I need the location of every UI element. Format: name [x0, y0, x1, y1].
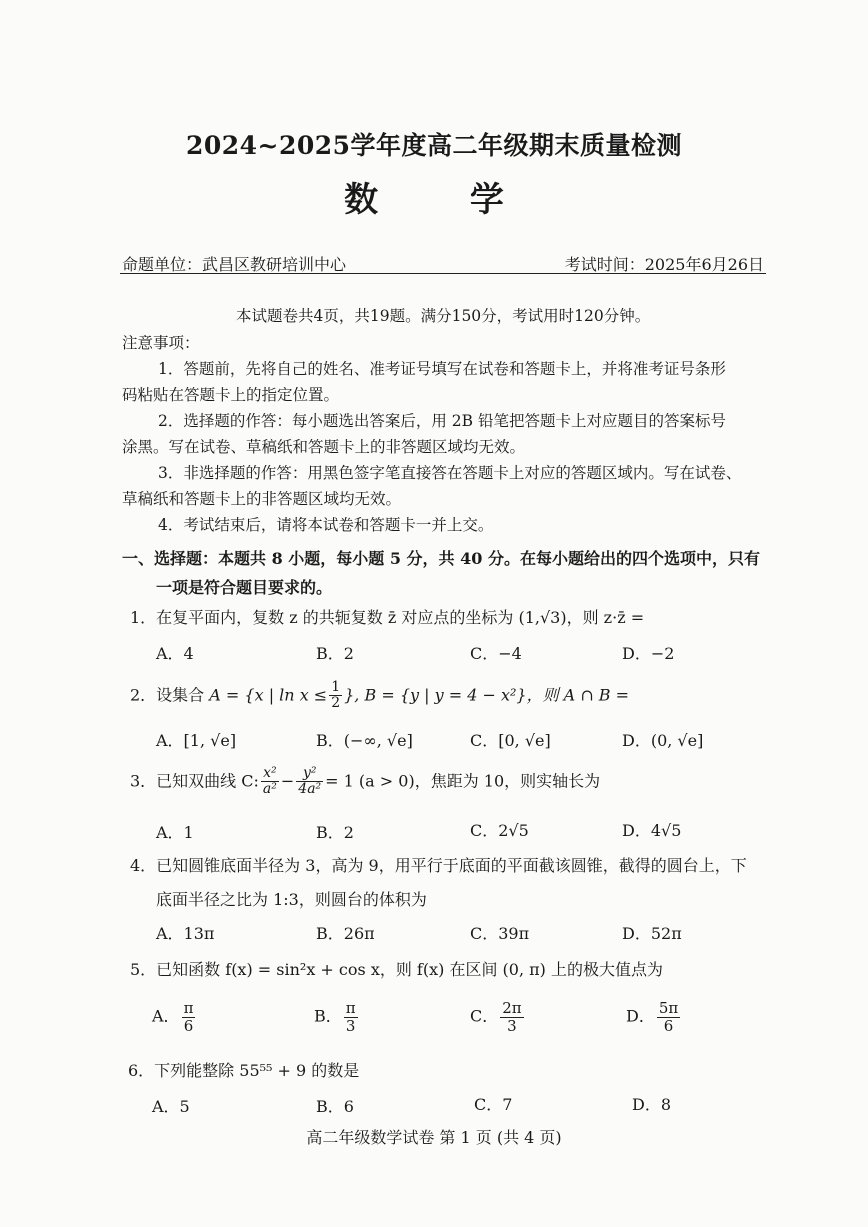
q6-option-b: B．6	[316, 1097, 354, 1116]
q2-set-a: A = {x | ln x ≤	[209, 685, 328, 705]
q5-option-b	[314, 1000, 360, 1034]
q5-b-numerator: π	[345, 999, 356, 1017]
q3-option-a: A．1	[156, 823, 194, 842]
q5-c-numerator: 2π	[502, 999, 522, 1017]
q2-option-c: C．[0, √e]	[470, 731, 551, 750]
section-1-heading-line-2: 一项是符合题目要求的。	[156, 578, 333, 597]
q5-d-numerator: 5π	[658, 999, 679, 1017]
note-2-line-2: 涂黑。写在试卷、草稿纸和答题卡上的非答题区域均无效。	[122, 438, 526, 456]
exam-intro: 本试题卷共4页，共19题。满分150分，考试用时120分钟。	[236, 307, 651, 325]
page-footer: 高二年级数学试卷 第 1 页 (共 4 页)	[306, 1128, 562, 1147]
q2-prefix: 2．设集合	[130, 685, 205, 705]
q4-option-b: B．26π	[316, 924, 375, 943]
note-2-line-1: 2．选择题的作答：每小题选出答案后，用 2B 铅笔把答题卡上对应题目的答案标号	[158, 412, 726, 430]
q3-option-b: B．2	[316, 823, 354, 842]
q5-a-label: A．	[152, 1006, 180, 1026]
q2-fraction	[329, 680, 342, 712]
q4-option-d: D．52π	[622, 924, 682, 943]
q6-option-c: C．7	[474, 1095, 513, 1114]
q3-prefix: 3．已知双曲线 C:	[130, 771, 259, 791]
q1-option-d: D．−2	[622, 644, 675, 663]
q5-a-fraction	[182, 1000, 196, 1034]
q3-option-d: D．4√5	[622, 821, 682, 840]
subject-title: 数 学	[344, 180, 544, 220]
question-2	[130, 680, 629, 712]
q5-d-fraction	[657, 1000, 680, 1034]
q3-f2-denominator: 4a²	[298, 781, 322, 798]
q3-suffix: = 1 (a > 0)，焦距为 10，则实轴长为	[325, 771, 601, 791]
q1-option-b: B．2	[316, 644, 354, 663]
q5-d-denominator: 6	[663, 1016, 674, 1035]
section-1-heading-line-1: 一、选择题：本题共 8 小题，每小题 5 分，共 40 分。在每小题给出的四个选项中，只有	[122, 549, 760, 568]
setter-unit: 命题单位：武昌区教研培训中心	[122, 255, 347, 274]
q2-option-b: B．(−∞, √e]	[316, 731, 413, 750]
note-1-line-1: 1．答题前，先将自己的姓名、准考证号填写在试卷和答题卡上，并将准考证号条形	[158, 360, 726, 378]
q5-option-d	[626, 1000, 682, 1034]
q3-minus: −	[280, 771, 295, 791]
q5-c-fraction	[500, 1000, 523, 1034]
question-4-line-2: 底面半径之比为 1:3，则圆台的体积为	[156, 890, 427, 909]
q2-option-a: A．[1, √e]	[156, 731, 237, 750]
q6-option-a: A．5	[152, 1097, 190, 1116]
question-5: 5．已知函数 f(x) = sin²x + cos x，则 f(x) 在区间 (0, π) 上的极大值点为	[130, 960, 663, 979]
note-3-line-2: 草稿纸和答题卡上的非答题区域均无效。	[122, 490, 402, 508]
note-4: 4．考试结束后，请将本试卷和答题卡一并上交。	[158, 516, 494, 534]
q2-set-b: }, B = {y | y = 4 − x²}，则 A ∩ B =	[344, 685, 630, 705]
q4-option-c: C．39π	[470, 924, 530, 943]
q5-b-denominator: 3	[345, 1016, 356, 1035]
question-1: 1．在复平面内，复数 z 的共轭复数 z̄ 对应点的坐标为 (1,√3)，则 z·z̄ =	[130, 608, 645, 627]
q5-a-denominator: 6	[183, 1016, 194, 1035]
header-divider	[120, 273, 766, 274]
exam-title: 2024~2025学年度高二年级期末质量检测	[185, 131, 683, 160]
q5-c-label: C．	[470, 1006, 499, 1026]
q2-frac-denominator: 2	[331, 695, 341, 712]
q2-option-d: D．(0, √e]	[622, 731, 704, 750]
note-1-line-2: 码粘贴在答题卡上的指定位置。	[122, 386, 340, 404]
q5-b-fraction	[344, 1000, 358, 1034]
q5-b-label: B．	[314, 1006, 342, 1026]
q5-c-denominator: 3	[507, 1016, 517, 1035]
q5-option-c	[470, 1000, 526, 1034]
q6-option-d: D．8	[632, 1095, 672, 1114]
exam-date: 考试时间：2025年6月26日	[564, 255, 764, 274]
question-4-line-1: 4．已知圆锥底面半径为 3，高为 9，用平行于底面的平面截该圆锥，截得的圆台上，下	[130, 856, 747, 875]
question-3	[130, 766, 600, 798]
q3-f1-denominator: a²	[262, 781, 277, 798]
notes-heading: 注意事项：	[122, 334, 200, 352]
q1-option-a: A．4	[156, 644, 194, 663]
q5-a-numerator: π	[183, 999, 194, 1017]
q3-f1-numerator: x²	[261, 766, 279, 782]
q3-fraction-2	[296, 766, 323, 798]
note-3-line-1: 3．非选择题的作答：用黑色签字笔直接答在答题卡上对应的答题区域内。写在试卷、	[158, 464, 742, 482]
q1-option-c: C．−4	[470, 644, 522, 663]
q3-fraction-1	[261, 766, 279, 798]
q5-d-label: D．	[626, 1006, 655, 1026]
q4-option-a: A．13π	[156, 924, 215, 943]
q5-option-a	[152, 1000, 197, 1034]
q3-f2-numerator: y²	[296, 766, 323, 782]
question-6: 6．下列能整除 55⁵⁵ + 9 的数是	[128, 1061, 360, 1080]
q2-frac-numerator: 1	[331, 679, 341, 695]
q3-option-c: C．2√5	[470, 821, 529, 840]
